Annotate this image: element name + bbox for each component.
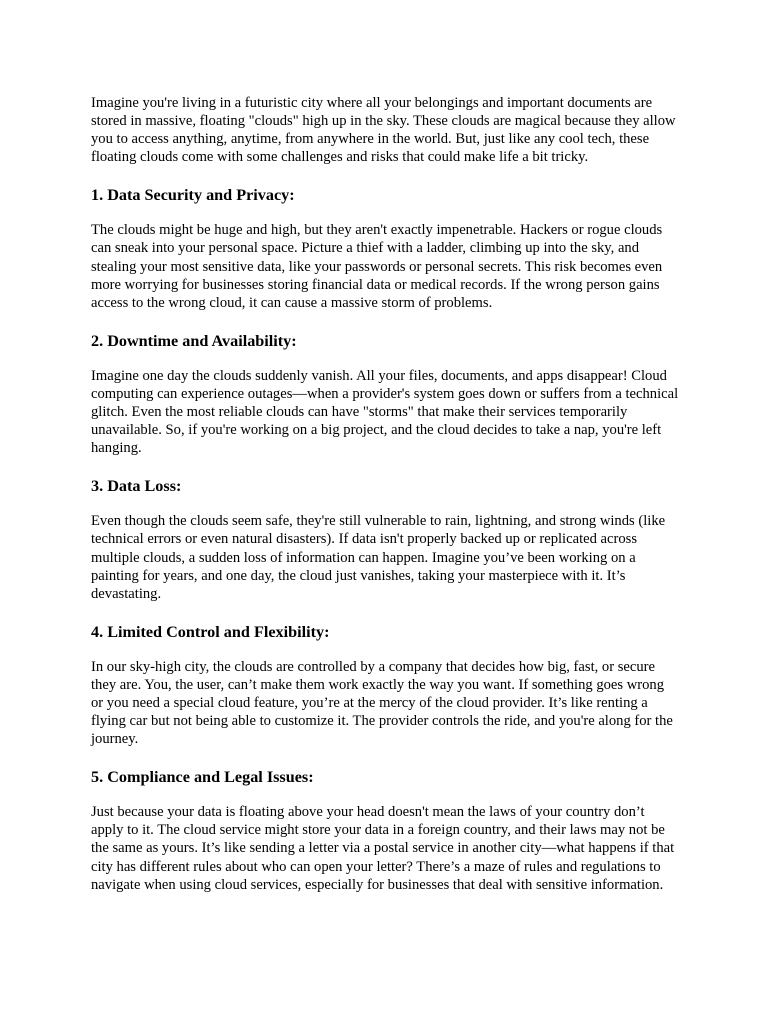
section-heading-data-security: 1. Data Security and Privacy: [91, 186, 295, 205]
section-body-limited-control: In our sky-high city, the clouds are controlled by a company that decides how big, fast, or secure they are. You, the user, can’t make them work exactly the way you want. If something goes wrong or you need a special cloud feature, you’re at the mercy of the cloud provider. It’s like renting a flying car but not being able to customize it. The provider controls the ride, and you're along for the journey. [91, 658, 673, 748]
section-heading-compliance: 5. Compliance and Legal Issues: [91, 768, 314, 787]
intro-paragraph: Imagine you're living in a futuristic city where all your belongings and important documents are stored in massive, floating "clouds" high up in the sky. These clouds are magical because they allow you to access anything, anytime, from anywhere in the world. But, just like any cool tech, these floating clouds come with some challenges and risks that could make life a bit tricky. [91, 95, 676, 166]
section-heading-limited-control: 4. Limited Control and Flexibility: [91, 622, 330, 641]
section-body-compliance: Just because your data is floating above your head doesn't mean the laws of your country don’t apply to it. The cloud service might store your data in a foreign country, and their laws may not be the same as yours. It’s like sending a letter via a postal service in another city—what happens if that city has different rules about who can open your letter? There’s a maze of rules and regulations to navigate when using cloud services, especially for businesses that deal with sensitive information. [91, 804, 675, 893]
section-body-data-security: The clouds might be huge and high, but they aren't exactly impenetrable. Hackers or rogue clouds can sneak into your personal space. Picture a thief with a ladder, climbing up into the sky, and stealing your most sensitive data, like your passwords or personal secrets. This risk becomes even more worrying for businesses storing financial data or medical records. If the wrong person gains access to the wrong cloud, it can cause a massive storm of problems. [91, 222, 663, 311]
section-body-downtime: Imagine one day the clouds suddenly vanish. All your files, documents, and apps disappear! Cloud computing can experience outages—when a provider's system goes down or suffers from a technical glitch. Even the most reliable clouds can have "storms" that make their services temporarily unavailable. So, if you're working on a big project, and the cloud decides to take a nap, you're left hanging. [91, 367, 679, 457]
section-body-data-loss: Even though the clouds seem safe, they're still vulnerable to rain, lightning, and strong winds (like technical errors or even natural disasters). If data isn't properly backed up or replicated across multiple clouds, a sudden loss of information can happen. Imagine you’ve been working on a painting for years, and one day, the cloud just vanishes, taking your masterpiece with it. It’s devastating. [91, 513, 666, 602]
section-heading-data-loss: 3. Data Loss: [91, 477, 182, 496]
document-page [91, 92, 679, 894]
section-heading-downtime: 2. Downtime and Availability: [91, 331, 297, 350]
